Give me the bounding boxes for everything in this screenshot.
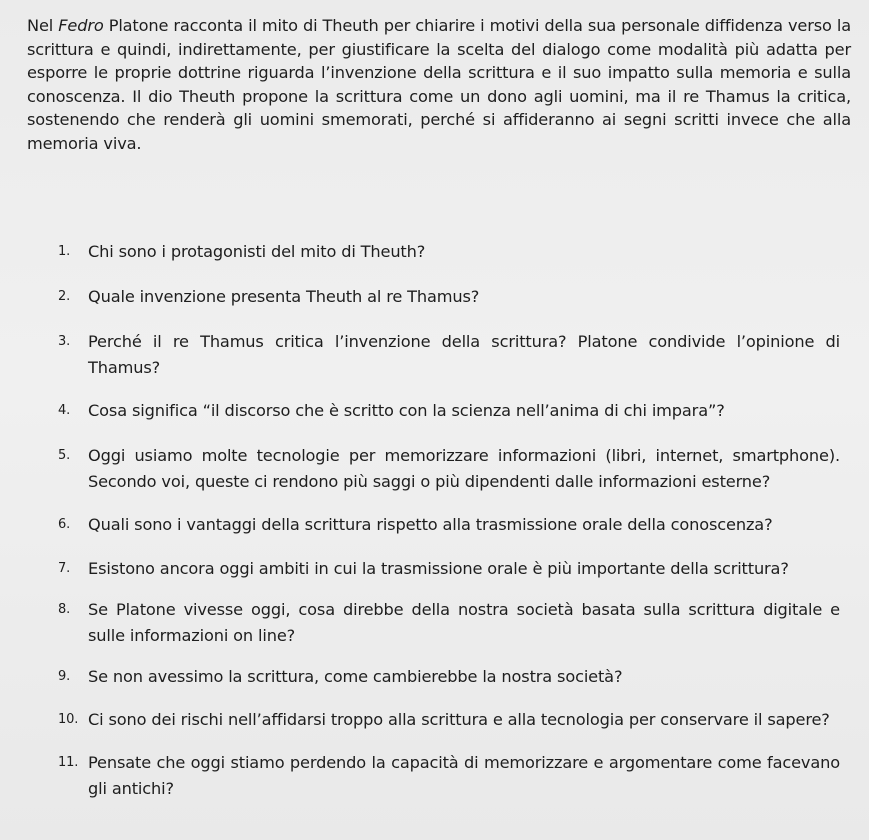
question-item-2	[58, 284, 840, 310]
question-number: 6.	[58, 517, 71, 532]
question-number: 1.	[58, 244, 71, 259]
question-text: Se Platone vivesse oggi, cosa direbbe della nostra società basata sulla scrittura digitale e sulle informazioni on line?	[88, 600, 840, 645]
question-text: Se non avessimo la scrittura, come cambierebbe la nostra società?	[88, 667, 623, 686]
question-text: Quali sono i vantaggi della scrittura rispetto alla trasmissione orale della conoscenza?	[88, 515, 773, 534]
question-text: Cosa significa “il discorso che è scritto con la scienza nell’anima di chi impara”?	[88, 401, 725, 420]
question-item-6	[58, 512, 840, 538]
question-text: Perché il re Thamus critica l’invenzione della scrittura? Platone condivide l’opinione di Thamus?	[88, 332, 840, 377]
question-item-4	[58, 398, 840, 424]
question-number: 4.	[58, 403, 71, 418]
question-item-9	[58, 664, 840, 690]
question-item-11	[58, 750, 840, 802]
question-number: 5.	[58, 448, 71, 463]
intro-part2: Platone racconta il mito di Theuth per chiarire i motivi della sua personale diffidenza verso la scrittura e quindi, indirettamente, per giustificare la scelta del dialogo come modalità più adatta per esporre le proprie dottrine riguarda l’invenzione della scrittura e il suo impatto sulla memoria e sulla conoscenza. Il dio Theuth propone la scrittura come un dono agli uomini, ma il re Thamus la critica, sostenendo che renderà gli uomini smemorati, perché si affideranno ai segni scritti invece che alla memoria viva.	[27, 16, 851, 153]
intro-paragraph	[27, 14, 851, 156]
question-item-5	[58, 443, 840, 495]
question-item-1	[58, 239, 840, 265]
question-text: Oggi usiamo molte tecnologie per memorizzare informazioni (libri, internet, smartphone). Secondo voi, queste ci rendono più saggi o più dipendenti dalle informazioni esterne?	[88, 446, 840, 491]
question-item-8	[58, 597, 840, 649]
question-item-7	[58, 556, 840, 582]
question-number: 11.	[58, 755, 79, 770]
question-text: Pensate che oggi stiamo perdendo la capacità di memorizzare e argomentare come facevano gli antichi?	[88, 753, 840, 798]
question-text: Quale invenzione presenta Theuth al re Thamus?	[88, 287, 480, 306]
question-text: Chi sono i protagonisti del mito di Theuth?	[88, 242, 426, 261]
intro-title-italic: Fedro	[58, 16, 104, 35]
question-text: Ci sono dei rischi nell’affidarsi troppo alla scrittura e alla tecnologia per conservare il sapere?	[88, 710, 830, 729]
question-number: 8.	[58, 602, 71, 617]
question-number: 7.	[58, 561, 71, 576]
intro-part1: Nel	[27, 16, 59, 35]
question-item-10	[58, 707, 840, 733]
question-number: 10.	[58, 712, 79, 727]
question-number: 9.	[58, 669, 71, 684]
question-number: 2.	[58, 289, 71, 304]
question-number: 3.	[58, 334, 71, 349]
question-item-3	[58, 329, 840, 381]
question-text: Esistono ancora oggi ambiti in cui la trasmissione orale è più importante della scrittura?	[88, 559, 789, 578]
